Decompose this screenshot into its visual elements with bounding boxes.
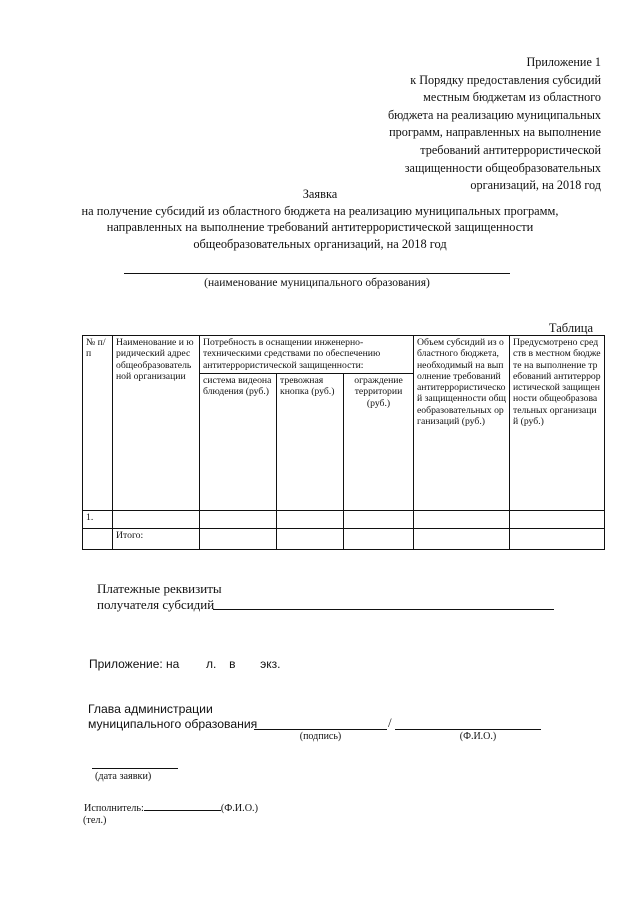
- appendix-line: программ, направленных на выполнение: [389, 125, 601, 140]
- attachment-in: в: [229, 657, 236, 671]
- header-num: № п/п: [83, 336, 113, 511]
- date-caption: (дата заявки): [95, 771, 152, 782]
- title-heading: Заявка: [302, 187, 338, 201]
- cell[interactable]: [510, 511, 605, 529]
- appendix-line: бюджета на реализацию муниципальных: [387, 107, 601, 122]
- header-subsidy-amount: Объем субсидий из областного бюджета, необходимый на выполнение требований антитеррористической защищенности общеобразовательных организаций (руб.): [414, 336, 510, 511]
- cell[interactable]: [344, 511, 414, 529]
- attachment-line: [89, 657, 280, 671]
- cell[interactable]: [277, 511, 344, 529]
- head-municipality: муниципального образования: [88, 717, 258, 731]
- municipality-caption: (наименование муниципального образования): [204, 277, 430, 289]
- cell[interactable]: [414, 529, 510, 550]
- header-video: система видеонаблюдения (руб.): [200, 374, 277, 511]
- total-label: Итого:: [113, 529, 200, 550]
- appendix-line: к Порядку предоставления субсидий: [410, 72, 601, 87]
- cell: [83, 529, 113, 550]
- attachment-label: Приложение: на: [89, 657, 180, 671]
- cell[interactable]: [510, 529, 605, 550]
- title-line: общеобразовательных организаций, на 2018 год: [193, 236, 447, 251]
- fio-fill-line[interactable]: [395, 729, 541, 730]
- header-need-group: Потребность в оснащении инженерно-техническими средствами по обеспечению антитеррористической защищенности:: [200, 336, 414, 374]
- municipality-fill-line[interactable]: [124, 273, 510, 274]
- date-fill-line[interactable]: [92, 768, 178, 769]
- header-org-name: Наименование и юридический адрес общеобразовательной организации: [113, 336, 200, 511]
- table-row: [83, 511, 605, 529]
- executor-phone: (тел.): [83, 815, 107, 826]
- header-local-budget: Предусмотрено средств в местном бюджете на выполнение требований антитеррористической защищенности общеобразовательных организаций (руб.): [510, 336, 605, 511]
- row-num: 1.: [83, 511, 113, 529]
- appendix-line: организаций, на 2018 год: [470, 178, 601, 193]
- payment-details-label: Платежные реквизиты: [97, 581, 222, 596]
- header-alarm: тревожная кнопка (руб.): [277, 374, 344, 511]
- fio-caption: (Ф.И.О.): [459, 731, 497, 742]
- executor-label: Исполнитель:: [84, 803, 144, 814]
- signature-separator: /: [388, 715, 392, 730]
- payment-fill-line[interactable]: [213, 609, 554, 610]
- cell[interactable]: [200, 511, 277, 529]
- payment-recipient-label: получателя субсидий: [97, 597, 215, 612]
- title-line: на получение субсидий из областного бюджета на реализацию муниципальных программ,: [81, 203, 559, 218]
- cell[interactable]: [414, 511, 510, 529]
- signature-caption: (подпись): [299, 731, 342, 742]
- executor-fio: (Ф.И.О.): [220, 803, 259, 814]
- head-title: Глава администрации: [88, 702, 213, 716]
- executor-fill-line[interactable]: [144, 801, 221, 811]
- appendix-line: требований антитеррористической: [420, 142, 601, 157]
- cell[interactable]: [277, 529, 344, 550]
- appendix-header: [340, 54, 601, 195]
- subsidy-table: [82, 335, 605, 550]
- total-row: [83, 529, 605, 550]
- appendix-line: Приложение 1: [526, 55, 601, 69]
- attachment-sheets: л.: [206, 657, 217, 671]
- appendix-line: местным бюджетам из областного: [423, 90, 601, 105]
- title-line: направленных на выполнение требований антитеррористической защищенности: [106, 220, 534, 234]
- signature-fill-line[interactable]: [254, 729, 387, 730]
- document-title: [20, 186, 620, 252]
- cell[interactable]: [200, 529, 277, 550]
- cell[interactable]: [113, 511, 200, 529]
- appendix-line: защищенности общеобразовательных: [404, 160, 601, 175]
- cell[interactable]: [344, 529, 414, 550]
- attachment-copies: экз.: [260, 657, 281, 671]
- header-fence: ограждение территории (руб.): [344, 374, 414, 511]
- table-label: Таблица: [548, 321, 593, 335]
- executor-line: [84, 801, 258, 814]
